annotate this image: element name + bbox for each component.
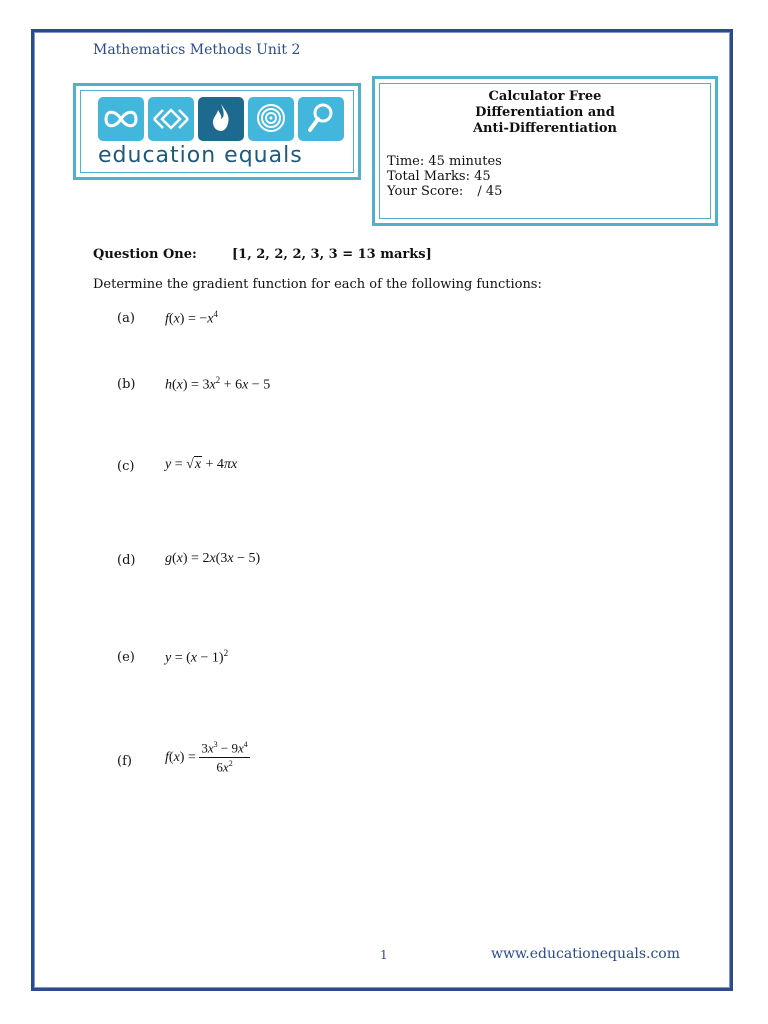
- assessment-meta: [387, 154, 502, 199]
- footer-page-number: 1: [380, 948, 388, 962]
- part-label-d: (d): [117, 553, 136, 568]
- document-header-title: Mathematics Methods Unit 2: [93, 42, 301, 58]
- total-marks: Total Marks: 45: [387, 169, 491, 184]
- part-expression-a: $f(x) = -x^4$: [165, 309, 218, 327]
- question-heading: Question One:: [93, 247, 197, 262]
- education-equals-logo: [73, 83, 361, 180]
- part-label-b: (b): [117, 377, 136, 392]
- magnifier-icon: [298, 97, 344, 141]
- spiral-icon: [248, 97, 294, 141]
- fraction: $\frac{3x^3 - 9x^4}{6x^2}$: [201, 740, 248, 775]
- question-marks: [1, 2, 2, 2, 3, 3 = 13 marks]: [232, 247, 432, 262]
- part-expression-c: y = √x + 4πx: [165, 457, 238, 472]
- logo-wordmark: education equals: [98, 143, 303, 168]
- assessment-title: Calculator Free Differentiation and Anti-Differentiation: [472, 89, 618, 136]
- part-expression-e: $y = (x - 1)^2$: [165, 648, 229, 666]
- assessment-info-box: [372, 76, 718, 226]
- part-expression-b: $h(x) = 3x^2 + 6x - 5$: [165, 375, 271, 393]
- your-score: Your Score: / 45: [387, 184, 503, 199]
- part-expression-f: f(x) = $\frac{3x^3 - 9x^4}{6x^2}$: [165, 740, 248, 775]
- part-label-c: (c): [117, 459, 135, 474]
- infinity-icon: [98, 97, 144, 141]
- question-intro: Determine the gradient function for each of the following functions:: [93, 277, 542, 292]
- part-expression-d: g(x) = 2x(3x − 5): [165, 551, 261, 566]
- time-allowed: Time: 45 minutes: [387, 154, 502, 169]
- score-out-of: / 45: [477, 184, 503, 199]
- part-label-f: (f): [117, 754, 132, 769]
- part-label-a: (a): [117, 311, 135, 326]
- diamonds-icon: [148, 97, 194, 141]
- part-label-e: (e): [117, 650, 135, 665]
- footer-website-link[interactable]: www.educationequals.com: [491, 946, 681, 962]
- flame-icon: [198, 97, 244, 141]
